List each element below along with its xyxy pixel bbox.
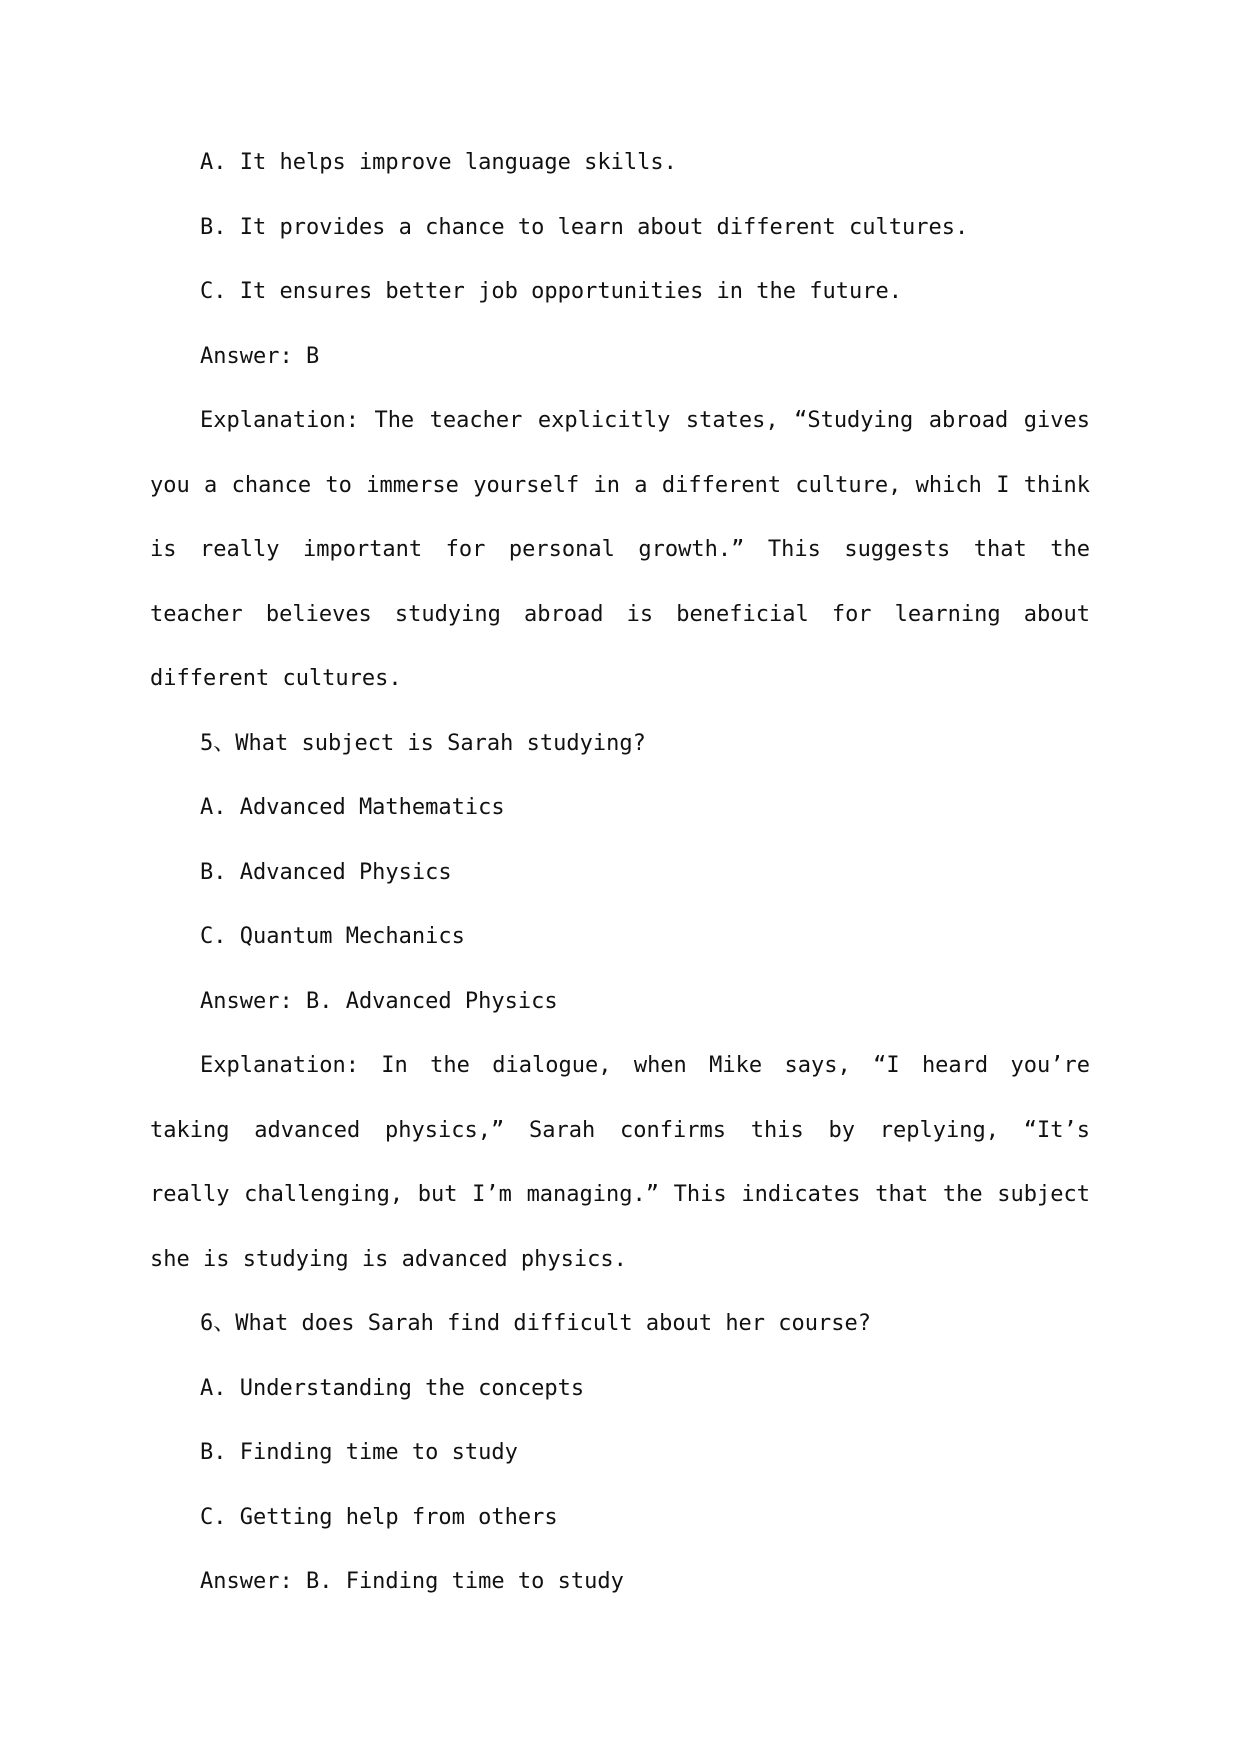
q6-option-b: B. Finding time to study xyxy=(200,1440,518,1465)
option-c: C. It ensures better job opportunities in the future. xyxy=(200,279,902,304)
q5-option-b: B. Advanced Physics xyxy=(200,859,452,885)
q6-answer: Answer: B. Finding time to study xyxy=(200,1569,624,1594)
q6-option-a: A. Understanding the concepts xyxy=(200,1375,585,1401)
answer-line: Answer: B xyxy=(200,343,320,369)
option-a: A. It helps improve language skills. xyxy=(200,150,677,175)
question-5: 5、What subject is Sarah studying? xyxy=(200,730,646,756)
q5-option-a: A. Advanced Mathematics xyxy=(200,795,505,820)
q5-explanation: Explanation: In the dialogue, when Mike says, “I heard you’re taking advanced physics,” Sarah confirms this by replying, “It’s really challenging, but I’m managing.” This indicates that the subject she is studying is advanced physics. xyxy=(150,1053,1090,1272)
option-b: B. It provides a chance to learn about different cultures. xyxy=(200,214,969,240)
question-6: 6、What does Sarah find difficult about her course? xyxy=(200,1311,872,1336)
q6-option-c: C. Getting help from others xyxy=(200,1504,558,1530)
page-content xyxy=(150,131,1090,1615)
explanation-paragraph: Explanation: The teacher explicitly states, “Studying abroad gives you a chance to immerse yourself in a different culture, which I think is really important for personal growth.” This suggests that the teacher believes studying abroad is beneficial for learning about different cultures. xyxy=(150,408,1090,691)
q5-answer: Answer: B. Advanced Physics xyxy=(200,988,558,1014)
q5-option-c: C. Quantum Mechanics xyxy=(200,924,465,949)
